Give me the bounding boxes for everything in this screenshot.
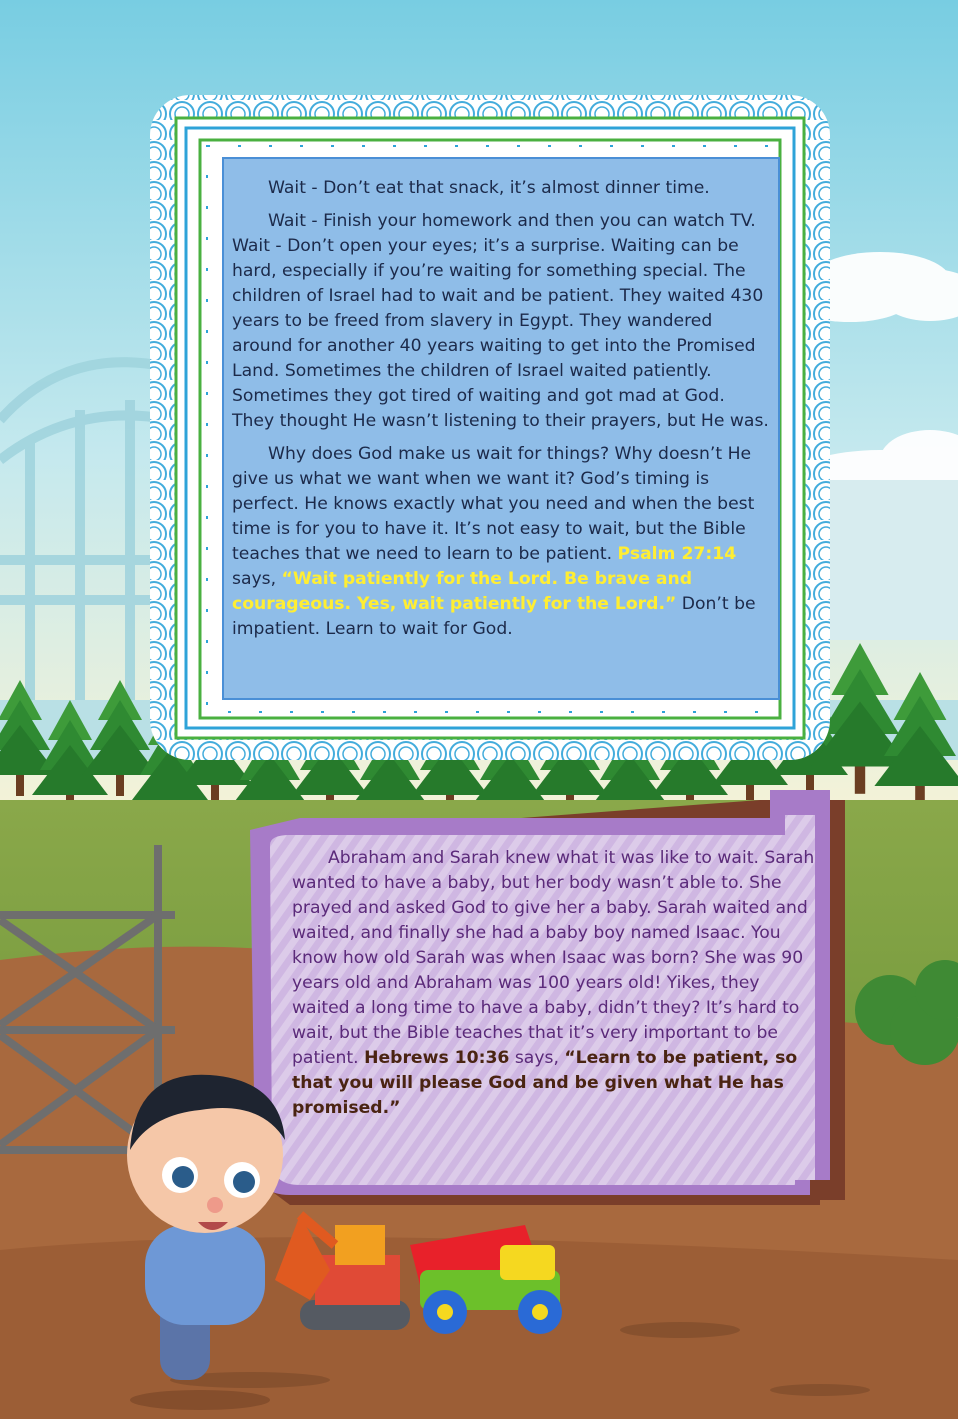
hebrews-reference: Hebrews 10:36 — [364, 1048, 510, 1068]
top-paragraph-1b: Wait - Finish your homework and then you can watch TV. Wait - Don’t open your eyes; it’s a surprise. Waiting can be hard, especially if you’re waiting for something special. The children of Israel had to wait and be patient. They waited 430 years to be freed from slavery in Egypt. They wandered around for another 40 years waiting to get into the Promised Land. Sometimes the children of Israel waited patiently. Sometimes they got tired of waiting and got mad at God. They thought He wasn’t listening to their prayers, but He was. — [232, 211, 769, 431]
says-text: says, — [232, 569, 282, 589]
says-text-2: says, — [509, 1048, 565, 1068]
hebrews-quote: “Learn to be patient, so that you will please God and be given what He has promised.” — [292, 1048, 798, 1118]
psalm-reference: Psalm 27:14 — [617, 544, 737, 564]
top-paragraph-1a: Wait - Don’t eat that snack, it’s almost dinner time. — [268, 178, 710, 198]
bottom-paragraph — [292, 846, 816, 1121]
psalm-quote: “Wait patiently for the Lord. Be brave and courageous. Yes, wait patiently for the Lord.” — [232, 569, 693, 614]
bottom-text-block — [292, 846, 816, 1121]
top-paragraph-2-end: Don’t be impatient. Learn to wait for God. — [232, 594, 756, 639]
top-paragraph-2-text: Why does God make us wait for things? Why doesn’t He give us what we want when we want it? God’s timing is perfect. He knows exactly what you need and when the best time is for you to have it. It’s not easy to wait, but the Bible teaches that we need to learn to be patient. — [232, 444, 755, 564]
top-text-block — [232, 176, 772, 650]
top-paragraph-2 — [232, 442, 772, 642]
bottom-paragraph-text: Abraham and Sarah knew what it was like to wait. Sarah wanted to have a baby, but her body wasn’t able to. She prayed and asked God to give her a baby. Sarah waited and waited, and finally she had a baby boy named Isaac. You know how old Sarah was when Isaac was born? She was 90 years old and Abraham was 100 years old! Yikes, they waited a long time to have a baby, didn’t they? It’s hard to wait, but the Bible teaches that it’s very important to be patient. — [292, 848, 815, 1068]
